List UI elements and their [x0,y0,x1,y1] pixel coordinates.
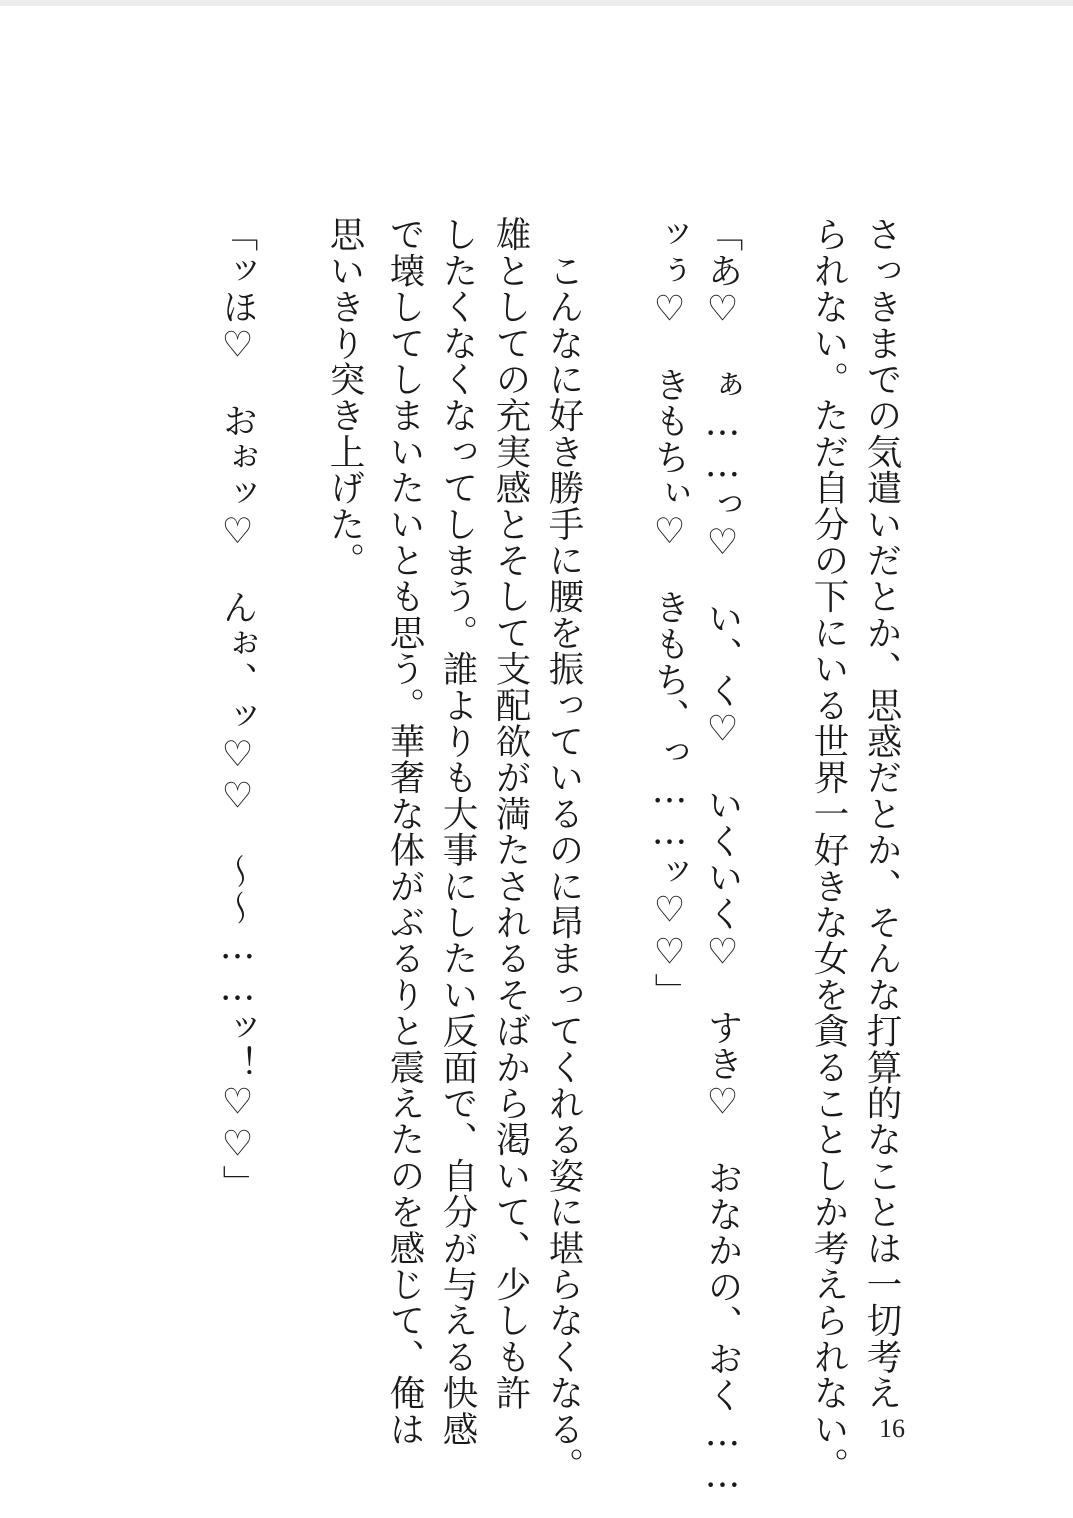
text-line: こんなに好き勝手に腰を振っているのに昂まってくれる姿に堪らなくなる。 [543,216,584,1483]
text-line: 「ッほ♡ おぉッ♡ んぉ、ッ♡♡ 〜〜……ッ！♡♡」 [217,216,258,1202]
text-line: 雄としての充実感とそして支配欲が満たされるそばから渇いて、少しも許 [490,216,531,1411]
text-line: られない。ただ自分の下にいる世界一好きな女を貪ることしか考えられない。 [808,216,849,1483]
text-line: 「あ♡ ぁ……っ♡ い、く♡ いくいく♡ すき♡ おなかの、おく…… [702,216,743,1497]
text-line: で壊してしまいたいとも思う。華奢な体がぶるりと震えたのを感じて、俺は [384,216,425,1447]
text-line: 思いきり突き上げた。 [324,216,365,578]
page-number: 16 [879,1414,905,1443]
text-line: したくなくなってしまう。誰よりも大事にしたい反面で、自分が与える快感 [437,216,478,1447]
text-line: さっきまでの気遣いだとか、思惑だとか、そんな打算的なことは一切考え [861,216,902,1411]
book-page [0,6,1073,1518]
text-line: ッぅ♡ きもちぃ♡ きもち、っ……ッ♡♡」 [649,216,690,1010]
